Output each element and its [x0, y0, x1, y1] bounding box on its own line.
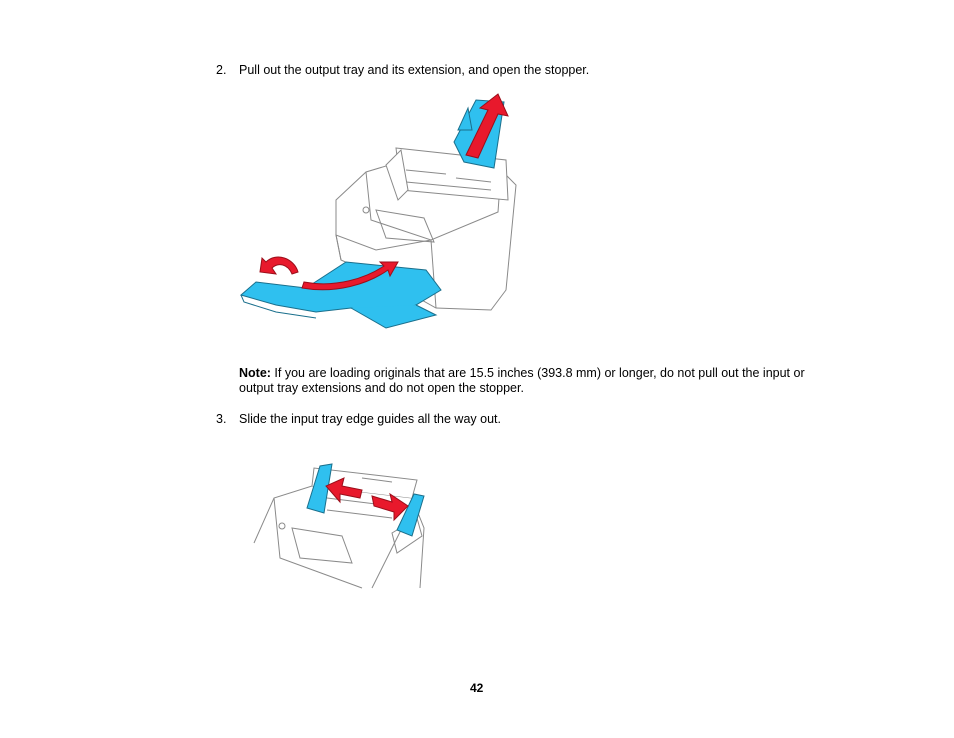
step-number: 2.	[216, 63, 227, 77]
step-3	[216, 412, 776, 428]
note-label: Note:	[239, 366, 271, 380]
edge-guides-illustration	[252, 458, 432, 593]
stopper-open-icon	[260, 257, 298, 274]
step-2	[216, 63, 776, 79]
note-text: If you are loading originals that are 15.5 inches (393.8 mm) or longer, do not pull out the input or output tray extensions and do not open the stopper.	[239, 366, 805, 395]
step-number: 3.	[216, 412, 227, 426]
step-text: Pull out the output tray and its extension, and open the stopper.	[239, 63, 590, 77]
scanner-output-tray-illustration	[236, 90, 526, 335]
note-paragraph	[239, 366, 829, 396]
step-text: Slide the input tray edge guides all the way out.	[239, 412, 501, 426]
page-number: 42	[470, 681, 484, 695]
